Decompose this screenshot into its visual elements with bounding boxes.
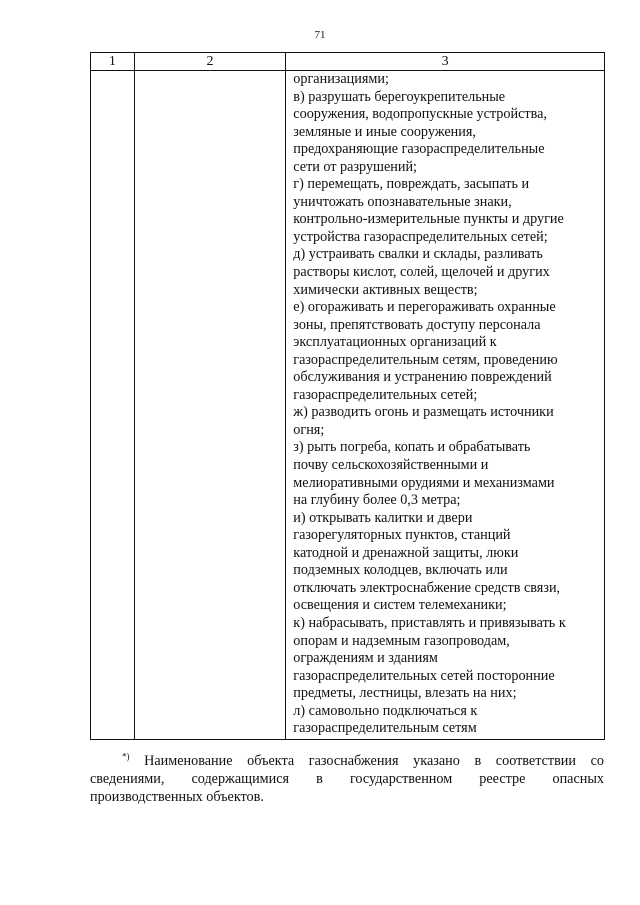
table-text-line: обслуживания и устранению повреждений xyxy=(293,369,552,386)
table-text-line: газораспределительных сетей посторонние xyxy=(293,667,555,684)
table-text-line: зоны, препятствовать доступу персонала xyxy=(293,316,541,333)
column-header-1: 1 xyxy=(91,53,135,71)
table-text-line: к) набрасывать, приставлять и привязывать к xyxy=(293,614,566,631)
table-text-line: газораспределительным сетям, проведению xyxy=(293,351,558,368)
table-text-line: земляные и иные сооружения, xyxy=(293,123,476,140)
table-text-line: уничтожать опознавательные знаки, xyxy=(293,193,512,210)
table-text-line: на глубину более 0,3 метра; xyxy=(293,492,461,509)
table-text-line: почву сельскохозяйственными и xyxy=(293,457,489,474)
table-text-line: ж) разводить огонь и размещать источники xyxy=(293,404,554,421)
footnote-line: производственных объектов. xyxy=(90,789,264,805)
table-text-line: эксплуатационных организаций к xyxy=(293,334,497,351)
table-text-line: газораспределительным сетям xyxy=(293,720,477,737)
footnote xyxy=(90,752,604,806)
table-text-line: сети от разрушений; xyxy=(293,158,417,175)
table-text-line: химически активных веществ; xyxy=(293,281,478,298)
content-table xyxy=(90,52,605,740)
table-text-line: г) перемещать, повреждать, засыпать и xyxy=(293,176,530,193)
footnote-marker: *) xyxy=(122,751,130,762)
cell-col-3 xyxy=(286,71,605,740)
cell-col-2 xyxy=(134,71,286,740)
table-text-line: организациями; xyxy=(293,71,389,87)
table-text-line: д) устраивать свалки и склады, разливать xyxy=(293,246,543,263)
cell-col-1 xyxy=(91,71,135,740)
page-number: 71 xyxy=(314,29,326,41)
table-text-line: устройства газораспределительных сетей; xyxy=(293,228,548,245)
table-text-line: опорам и надземным газопроводам, xyxy=(293,632,510,649)
table-text-line: е) огораживать и перегораживать охранные xyxy=(293,299,556,316)
table-text-line: ограждениям и зданиям xyxy=(293,650,438,667)
table-text-line: контрольно-измерительные пункты и другие xyxy=(293,211,564,228)
table-header-row xyxy=(91,53,605,71)
table-text-line: мелиоративными орудиями и механизмами xyxy=(293,474,555,491)
footnote-line xyxy=(90,752,604,770)
table-text-line: огня; xyxy=(293,421,325,438)
table-text-line: л) самовольно подключаться к xyxy=(293,702,478,719)
table-text-line: газорегуляторных пунктов, станций xyxy=(293,527,511,544)
table-text-line: предохраняющие газораспределительные xyxy=(293,141,545,158)
column-header-2: 2 xyxy=(134,53,286,71)
table-text-line: отключать электроснабжение средств связи, xyxy=(293,579,561,596)
footnote-line: сведениями, содержащимися в государственном реестре опасных xyxy=(90,771,604,787)
table-text-line: з) рыть погреба, копать и обрабатывать xyxy=(293,439,531,456)
table-text-line: газораспределительных сетей; xyxy=(293,386,478,403)
table-text-line: предметы, лестницы, влезать на них; xyxy=(293,685,517,702)
table-row xyxy=(91,71,605,740)
table-text-line: в) разрушать берегоукрепительные xyxy=(293,88,506,105)
table-text-line: подземных колодцев, включать или xyxy=(293,562,508,579)
table-text-line: и) открывать калитки и двери xyxy=(293,509,473,526)
table-text-line: сооружения, водопропускные устройства, xyxy=(293,106,547,123)
table-text-line: растворы кислот, солей, щелочей и других xyxy=(293,264,550,281)
footnote-text: Наименование объекта газоснабжения указано в соответствии со xyxy=(144,753,604,769)
table-text-line: освещения и систем телемеханики; xyxy=(293,597,507,614)
table-text-line: катодной и дренажной защиты, люки xyxy=(293,544,519,561)
column-header-3: 3 xyxy=(286,53,605,71)
